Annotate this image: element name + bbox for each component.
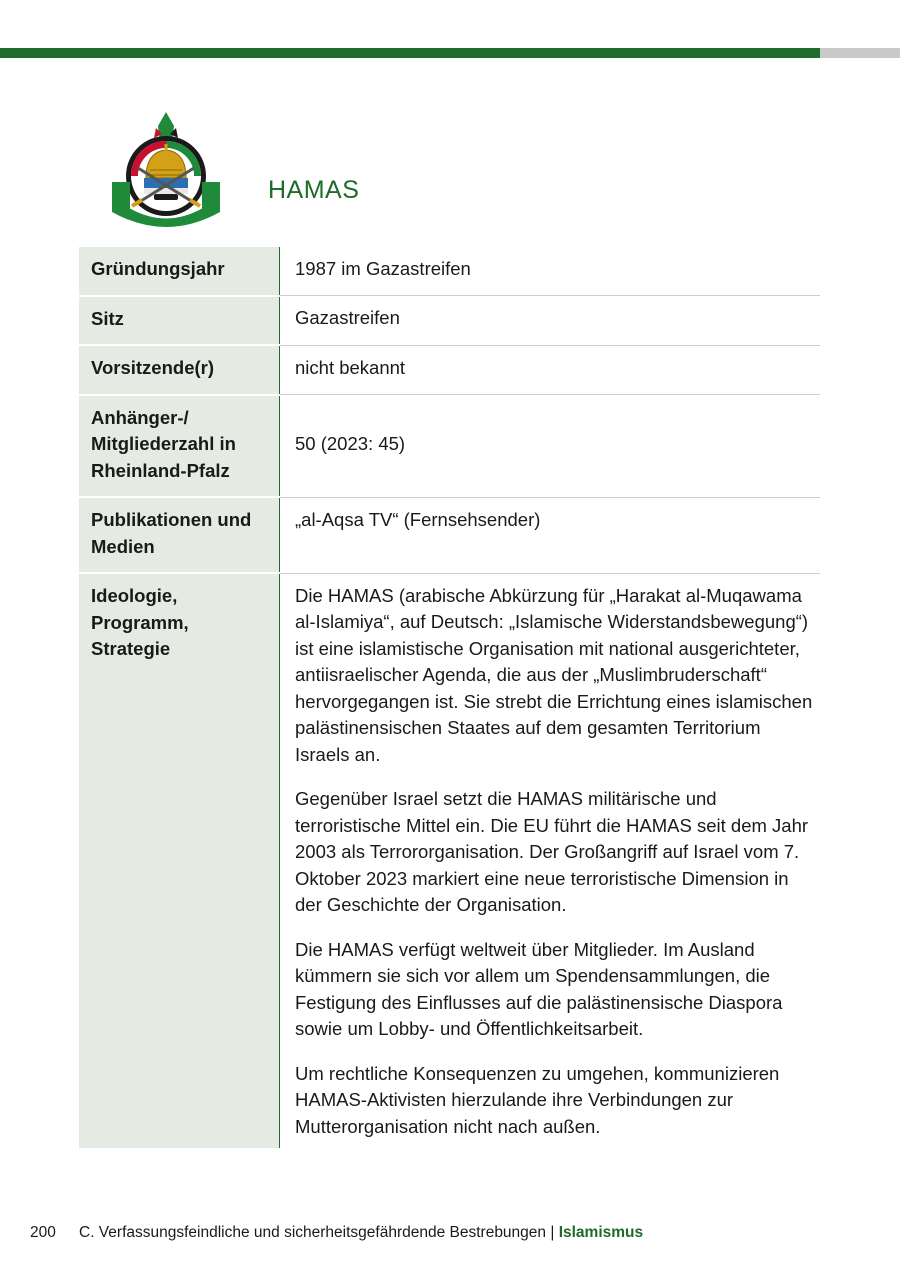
footer-separator: | bbox=[546, 1224, 559, 1241]
ideology-text bbox=[280, 573, 821, 1148]
table-row-ideology bbox=[79, 573, 820, 1148]
ideology-paragraph: Die HAMAS verfügt weltweit über Mitglieder. Im Ausland kümmern sie sich vor allem um Spendensammlungen, die Festigung des Einflusses auf die palästinensische Diaspora sowie um Lobby- und Öffentlichkeitsarbeit. bbox=[295, 938, 783, 1039]
row-value: „al-Aqsa TV“ (Fernsehsender) bbox=[280, 497, 821, 573]
row-label: Vorsitzende(r) bbox=[79, 345, 280, 395]
row-value: Gazastreifen bbox=[280, 296, 821, 346]
footer-chapter: C. Verfassungsfeindliche und sicherheitsgefährdende Bestrebungen bbox=[79, 1224, 547, 1241]
row-value: 1987 im Gazastreifen bbox=[280, 247, 821, 296]
row-value: nicht bekannt bbox=[280, 345, 821, 395]
table-row bbox=[79, 296, 820, 346]
hamas-emblem-icon bbox=[108, 108, 224, 234]
table-row bbox=[79, 395, 820, 498]
row-label: Anhänger-/ Mitgliederzahl in Rheinland-Pfalz bbox=[79, 395, 280, 498]
header-accent-bar bbox=[0, 48, 900, 58]
ideology-paragraph: Gegenüber Israel setzt die HAMAS militärische und terroristische Mittel ein. Die EU führt die HAMAS seit dem Jahr 2003 als Terrororganisation. Der Großangriff auf Israel vom 7. Oktober 2023 markiert eine neue terroristische Dimension in der Geschichte der Organisation. bbox=[295, 788, 809, 915]
row-label: Publikationen und Medien bbox=[79, 497, 280, 573]
ideology-paragraph: Die HAMAS (arabische Abkürzung für „Harakat al-Muqawama al-Islamiya“, auf Deutsch: „Islamische Widerstandsbewegung“) ist eine islamistische Organisation mit national ausgerichteter, antiisraelischer Agenda, die aus der „Muslimbruderschaft“ hervorgegangen ist. Sie strebt die Errichtung eines islamischen palästinensischen Staates auf dem gesamten Territorium Israels an. bbox=[295, 584, 813, 765]
ideology-paragraph: Um rechtliche Konsequenzen zu umgehen, kommunizieren HAMAS-Aktivisten hierzulande ihre Verbindungen zur Mutterorganisation nicht nach außen. bbox=[295, 1062, 780, 1137]
page-footer bbox=[30, 1224, 643, 1242]
table-row bbox=[79, 345, 820, 395]
header-bar-grey bbox=[820, 48, 900, 58]
footer-section: Islamismus bbox=[558, 1224, 644, 1241]
row-label: Gründungsjahr bbox=[79, 247, 280, 296]
page-title: HAMAS bbox=[268, 176, 360, 204]
table-row bbox=[79, 497, 820, 573]
table-row bbox=[79, 247, 820, 296]
row-value: 50 (2023: 45) bbox=[280, 395, 821, 498]
profile-table bbox=[79, 247, 820, 1148]
page-number: 200 bbox=[30, 1224, 56, 1241]
header-bar-green bbox=[0, 48, 820, 58]
row-label: Ideologie, Programm, Strategie bbox=[79, 573, 280, 1148]
row-label: Sitz bbox=[79, 296, 280, 346]
